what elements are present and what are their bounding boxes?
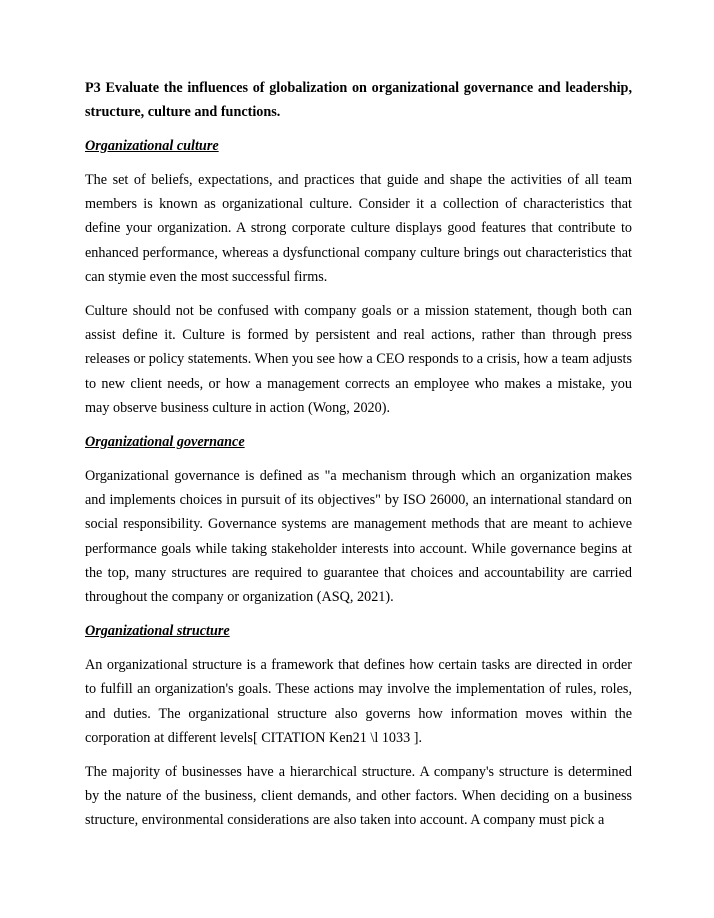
paragraph: The majority of businesses have a hierarchical structure. A company's structure is determined by the nature of the business, client demands, and other factors. When deciding on a business structure, environmental considerations are also taken into account. A company must pick a <box>85 764 632 829</box>
section-organizational-governance <box>85 430 632 609</box>
section-organizational-structure <box>85 619 632 832</box>
paragraph: The set of beliefs, expectations, and practices that guide and shape the activities of all team members is known as organizational culture. Consider it a collection of characteristics that define your organization. A strong corporate culture displays good features that contribute to enhanced performance, whereas a dysfunctional company culture brings out characteristics that can stymie even the most successful firms. <box>85 172 632 285</box>
paragraph: Organizational governance is defined as "a mechanism through which an organization makes and implements choices in pursuit of its objectives" by ISO 26000, an international standard on social responsibility. Governance systems are management methods that are meant to achieve performance goals while taking stakeholder interests into account. While governance begins at the top, many structures are required to guarantee that choices and accountability are carried throughout the company or organization (ASQ, 2021). <box>85 468 632 606</box>
section-heading: Organizational culture <box>85 138 219 154</box>
section-heading: Organizational governance <box>85 434 245 451</box>
document-page <box>85 76 632 843</box>
document-title: P3 Evaluate the influences of globalization on organizational governance and leadership, structure, culture and functions. <box>85 80 632 120</box>
section-heading: Organizational structure <box>85 623 230 640</box>
paragraph: Culture should not be confused with company goals or a mission statement, though both can assist define it. Culture is formed by persistent and real actions, rather than through press releases or policy statements. When you see how a CEO responds to a crisis, how a team adjusts to new client needs, or how a management corrects an employee who makes a mistake, you may observe business culture in action (Wong, 2020). <box>85 303 633 416</box>
paragraph: An organizational structure is a framework that defines how certain tasks are directed in order to fulfill an organization's goals. These actions may involve the implementation of rules, roles, and duties. The organizational structure also governs how information moves within the corporation at different levels[ CITATION Ken21 \l 1033 ]. <box>85 657 632 746</box>
section-organizational-culture <box>85 134 632 420</box>
